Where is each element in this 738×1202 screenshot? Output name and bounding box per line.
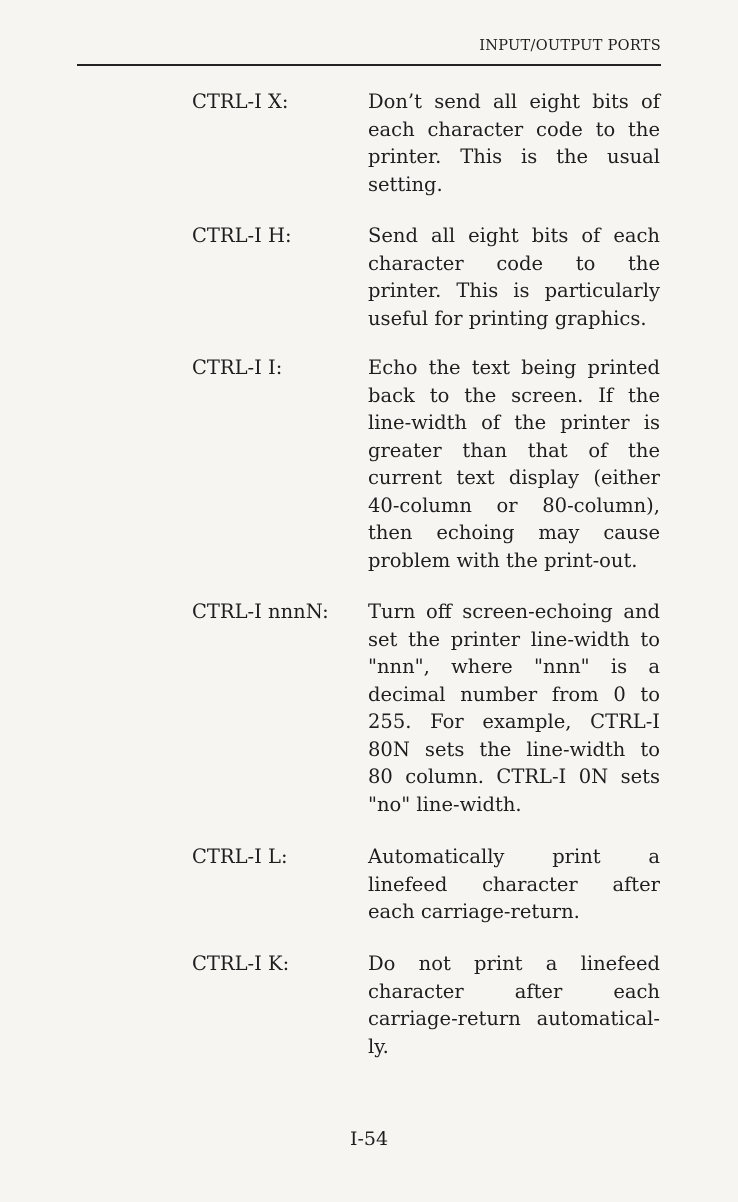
description-line: line-width of the printer is — [368, 411, 660, 434]
command-key: CTRL-I nnnN: — [192, 600, 329, 623]
description-line: Echo the text being printed — [368, 356, 660, 379]
page-number: I-54 — [349, 1128, 389, 1150]
description-line: problem with the print-out. — [368, 548, 638, 572]
description-line: 80N sets the line-width to — [368, 737, 660, 761]
command-description — [368, 950, 660, 1060]
description-line: ly. — [368, 1034, 389, 1058]
description-line: "nnn", where "nnn" is a — [368, 655, 660, 678]
description-line: character code to the — [368, 251, 660, 275]
page-header — [77, 36, 661, 66]
description-line: then echoing may cause — [368, 521, 660, 544]
description-line: printer. This is particularly — [368, 279, 660, 302]
description-line: printer. This is the usual — [368, 145, 660, 168]
description-line: "no" line-width. — [368, 792, 522, 816]
command-description — [368, 354, 660, 574]
description-line: each carriage-return. — [368, 900, 580, 923]
command-description — [368, 222, 660, 332]
description-line: Don’t send all eight bits of — [368, 90, 660, 113]
command-description — [368, 88, 660, 198]
description-line: character after each — [368, 979, 660, 1003]
description-line: Do not print a linefeed — [368, 952, 660, 975]
command-description — [368, 843, 660, 926]
description-line: Send all eight bits of each — [368, 224, 660, 247]
command-key: CTRL-I X: — [192, 90, 289, 113]
running-head: INPUT/OUTPUT PORTS — [479, 38, 661, 54]
description-line: greater than that of the — [368, 438, 660, 462]
description-line: set the printer line-width to — [368, 627, 660, 651]
description-line: 40-column or 80-column), — [368, 493, 660, 517]
command-description — [368, 598, 660, 818]
description-line: linefeed character after — [368, 872, 660, 896]
command-key: CTRL-I L: — [192, 845, 288, 868]
description-line: Turn off screen-echoing and — [368, 600, 660, 623]
description-line: decimal number from 0 to — [368, 682, 660, 706]
description-line: setting. — [368, 172, 443, 196]
description-line: 80 column. CTRL-I 0N sets — [368, 765, 660, 788]
description-line: Automatically print a — [368, 845, 660, 868]
description-line: each character code to the — [368, 117, 660, 141]
description-line: useful for printing graphics. — [368, 306, 647, 330]
description-line: 255. For example, CTRL-I — [368, 710, 660, 733]
command-key: CTRL-I I: — [192, 356, 283, 379]
command-key: CTRL-I K: — [192, 952, 290, 975]
description-line: current text display (either — [368, 466, 660, 489]
command-key: CTRL-I H: — [192, 224, 292, 247]
description-line: carriage-return automatical- — [368, 1007, 660, 1030]
description-line: back to the screen. If the — [368, 383, 660, 407]
